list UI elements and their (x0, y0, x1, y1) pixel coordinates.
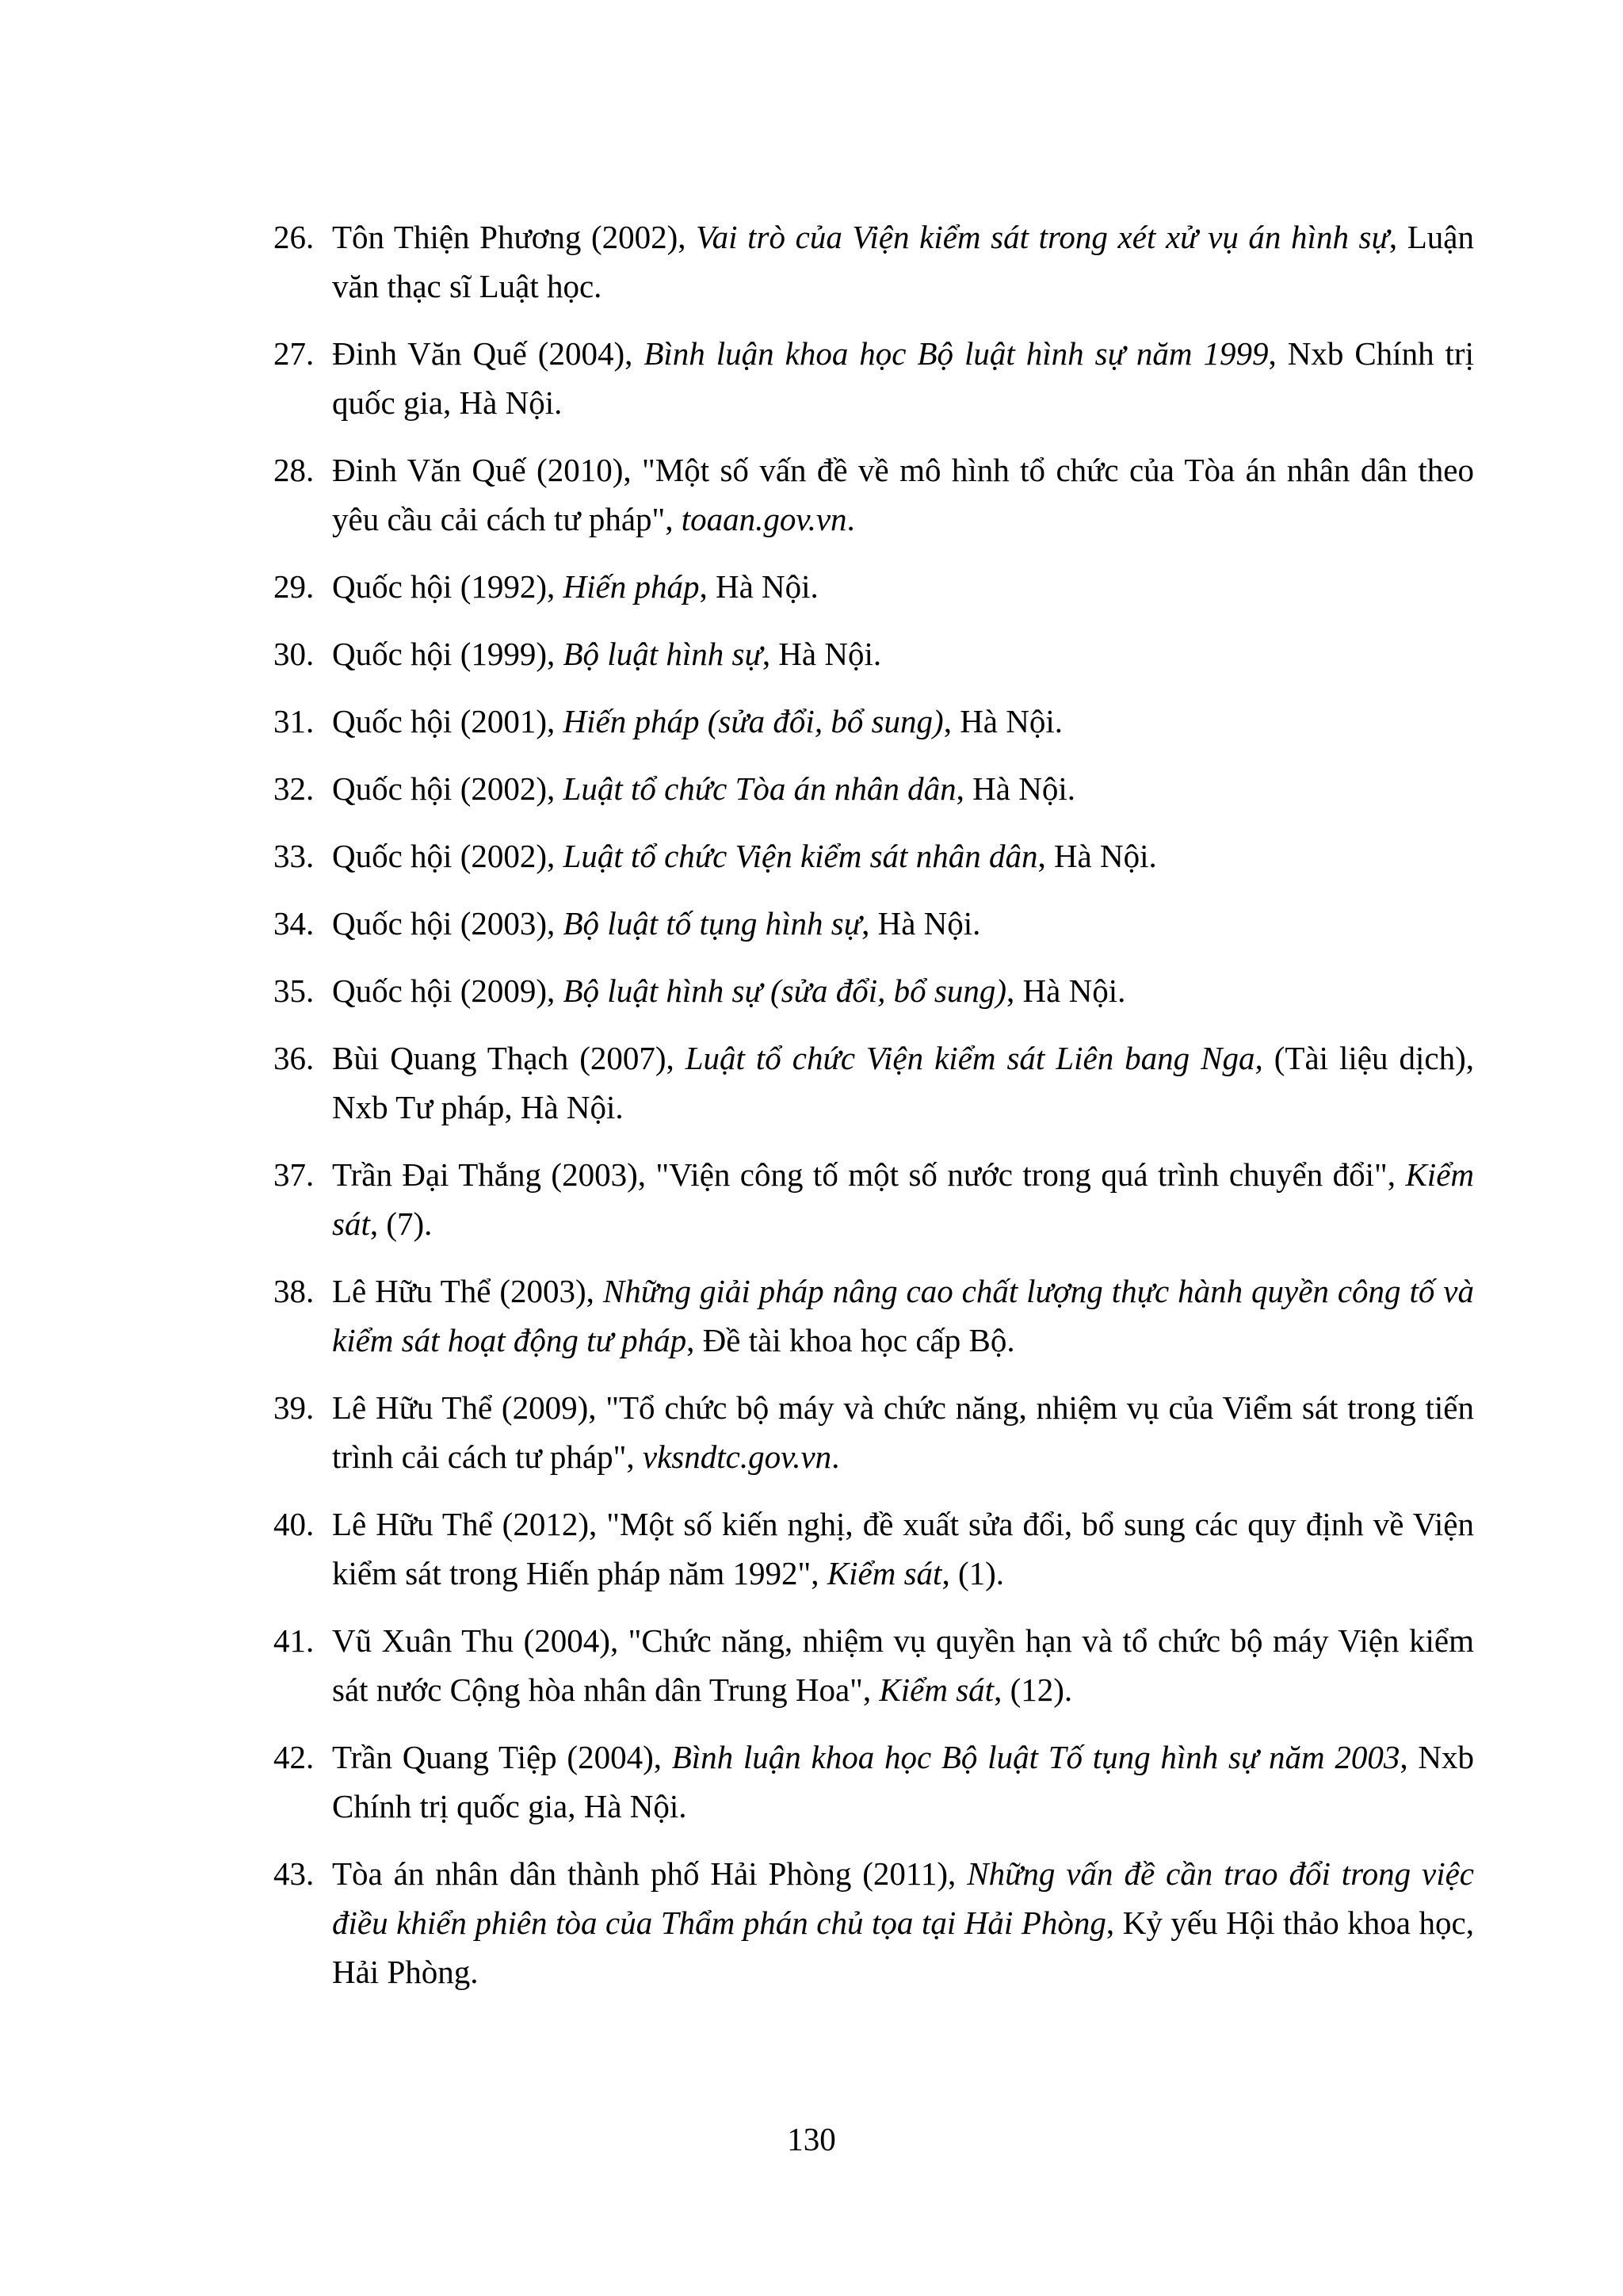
reference-number: 31. (273, 703, 315, 739)
reference-title: Hiến pháp (sửa đổi, bổ sung) (563, 703, 944, 739)
reference-text: , Đề tài khoa học cấp Bộ. (686, 1322, 1015, 1358)
reference-text: Quốc hội (2002), (332, 770, 563, 807)
reference-text: Quốc hội (2002), (332, 838, 563, 874)
reference-number: 28. (273, 452, 315, 488)
reference-title: Luật tổ chức Viện kiểm sát Liên bang Nga, (685, 1040, 1263, 1076)
reference-number: 38. (273, 1273, 315, 1309)
reference-item (273, 1150, 1474, 1248)
reference-title: Bộ luật hình sự (563, 636, 762, 672)
reference-text: , Nxb Chính trị quốc gia, Hà Nội. (332, 335, 1474, 421)
reference-item (273, 1499, 1474, 1598)
reference-text: Quốc hội (1992), (332, 568, 563, 605)
reference-item (273, 212, 1474, 311)
reference-title: Bộ luật hình sự (sửa đổi, bổ sung) (563, 972, 1007, 1009)
reference-number: 34. (273, 905, 315, 942)
reference-item (273, 1733, 1474, 1831)
reference-item (273, 445, 1474, 544)
reference-number: 33. (273, 838, 315, 874)
reference-text: , (12). (994, 1671, 1073, 1708)
reference-item (273, 1616, 1474, 1714)
reference-item (273, 1383, 1474, 1481)
reference-text: Bùi Quang Thạch (2007), (332, 1040, 685, 1076)
reference-text: Lê Hữu Thể (2012), "Một số kiến nghị, đề xuất sửa đổi, bổ sung các quy định về Viện kiểm sát trong Hiến pháp năm 1992", (332, 1506, 1474, 1591)
reference-text: Lê Hữu Thể (2009), "Tổ chức bộ máy và chức năng, nhiệm vụ của Viểm sát trong tiến trình cải cách tư pháp", (332, 1389, 1474, 1475)
reference-title: Những vấn đề cần trao đổi trong việc điều khiển phiên tòa của Thẩm phán chủ tọa tại Hải Phòng (332, 1855, 1474, 1941)
reference-text: Trần Quang Tiệp (2004), (332, 1739, 672, 1775)
reference-title: Kiểm sát (827, 1555, 942, 1591)
reference-number: 32. (273, 770, 315, 807)
page-number: 130 (787, 2121, 836, 2157)
reference-text: , Luận văn thạc sĩ Luật học. (332, 219, 1474, 304)
reference-text: , Hà Nội. (861, 905, 981, 942)
reference-text: , (1). (941, 1555, 1005, 1591)
reference-title: Kiểm sát (332, 1156, 1474, 1242)
reference-text: . (846, 501, 855, 537)
reference-text: , Hà Nội. (762, 636, 882, 672)
reference-list (273, 212, 1474, 2015)
reference-item (273, 329, 1474, 427)
reference-number: 36. (273, 1040, 315, 1076)
reference-text: Trần Đại Thắng (2003), "Viện công tố một số nước trong quá trình chuyển đổi", (332, 1156, 1406, 1193)
reference-title: Bộ luật tố tụng hình sự (563, 905, 862, 942)
reference-title: Bình luận khoa học Bộ luật Tố tụng hình sự năm 2003 (671, 1739, 1400, 1775)
reference-item (273, 1849, 1474, 1996)
reference-text: , Kỷ yếu Hội thảo khoa học, Hải Phòng. (332, 1904, 1474, 1990)
reference-number: 29. (273, 568, 315, 605)
reference-text: Tôn Thiện Phương (2002), (332, 219, 697, 255)
reference-text: , (7). (369, 1205, 433, 1242)
reference-item (273, 1033, 1474, 1132)
reference-item (273, 764, 1474, 813)
reference-item (273, 831, 1474, 881)
reference-title: vksndtc.gov.vn (642, 1438, 832, 1475)
reference-item (273, 629, 1474, 678)
reference-text: Quốc hội (2009), (332, 972, 563, 1009)
reference-number: 39. (273, 1389, 315, 1426)
reference-title: Luật tổ chức Tòa án nhân dân (563, 770, 957, 807)
reference-number: 35. (273, 972, 315, 1009)
reference-text: Tòa án nhân dân thành phố Hải Phòng (2011), (332, 1855, 968, 1892)
reference-text: , Nxb Chính trị quốc gia, Hà Nội. (332, 1739, 1474, 1824)
reference-title: Kiểm sát (879, 1671, 995, 1708)
reference-text: Vũ Xuân Thu (2004), "Chức năng, nhiệm vụ quyền hạn và tổ chức bộ máy Viện kiểm sát nước Cộng hòa nhân dân Trung Hoa", (332, 1622, 1474, 1708)
reference-text: Đinh Văn Quế (2004), (332, 335, 644, 372)
reference-text: , Hà Nội. (1037, 838, 1157, 874)
reference-text: , Hà Nội. (1006, 972, 1126, 1009)
reference-text: , Hà Nội. (943, 703, 1063, 739)
reference-item (273, 697, 1474, 746)
reference-text: Đinh Văn Quế (2010), "Một số vấn đề về mô hình tổ chức của Tòa án nhân dân theo yêu cầu cải cách tư pháp", (332, 452, 1474, 537)
reference-text: , Hà Nội. (699, 568, 819, 605)
reference-item (273, 966, 1474, 1015)
reference-text: Lê Hữu Thể (2003), (332, 1273, 603, 1309)
reference-item (273, 562, 1474, 611)
reference-title: Luật tổ chức Viện kiểm sát nhân dân (563, 838, 1038, 874)
reference-item (273, 899, 1474, 948)
reference-number: 26. (273, 219, 315, 255)
reference-title: Những giải pháp nâng cao chất lượng thực hành quyền công tố và kiểm sát hoạt động tư pháp (332, 1273, 1474, 1358)
reference-title: Bình luận khoa học Bộ luật hình sự năm 1999 (643, 335, 1269, 372)
reference-text: Quốc hội (2001), (332, 703, 563, 739)
reference-number: 41. (273, 1622, 315, 1659)
reference-number: 43. (273, 1855, 315, 1892)
reference-number: 40. (273, 1506, 315, 1542)
reference-text: Quốc hội (2003), (332, 905, 563, 942)
reference-text: . (831, 1438, 840, 1475)
reference-item (273, 1266, 1474, 1365)
reference-title: Hiến pháp (563, 568, 700, 605)
reference-number: 42. (273, 1739, 315, 1775)
reference-text: , Hà Nội. (956, 770, 1075, 807)
reference-number: 27. (273, 335, 315, 372)
reference-text: Quốc hội (1999), (332, 636, 563, 672)
reference-text: (Tài liệu dịch), Nxb Tư pháp, Hà Nội. (332, 1040, 1474, 1125)
reference-number: 30. (273, 636, 315, 672)
reference-title: toaan.gov.vn (681, 501, 847, 537)
reference-title: Vai trò của Viện kiểm sát trong xét xử vụ án hình sự (696, 219, 1389, 255)
reference-number: 37. (273, 1156, 315, 1193)
